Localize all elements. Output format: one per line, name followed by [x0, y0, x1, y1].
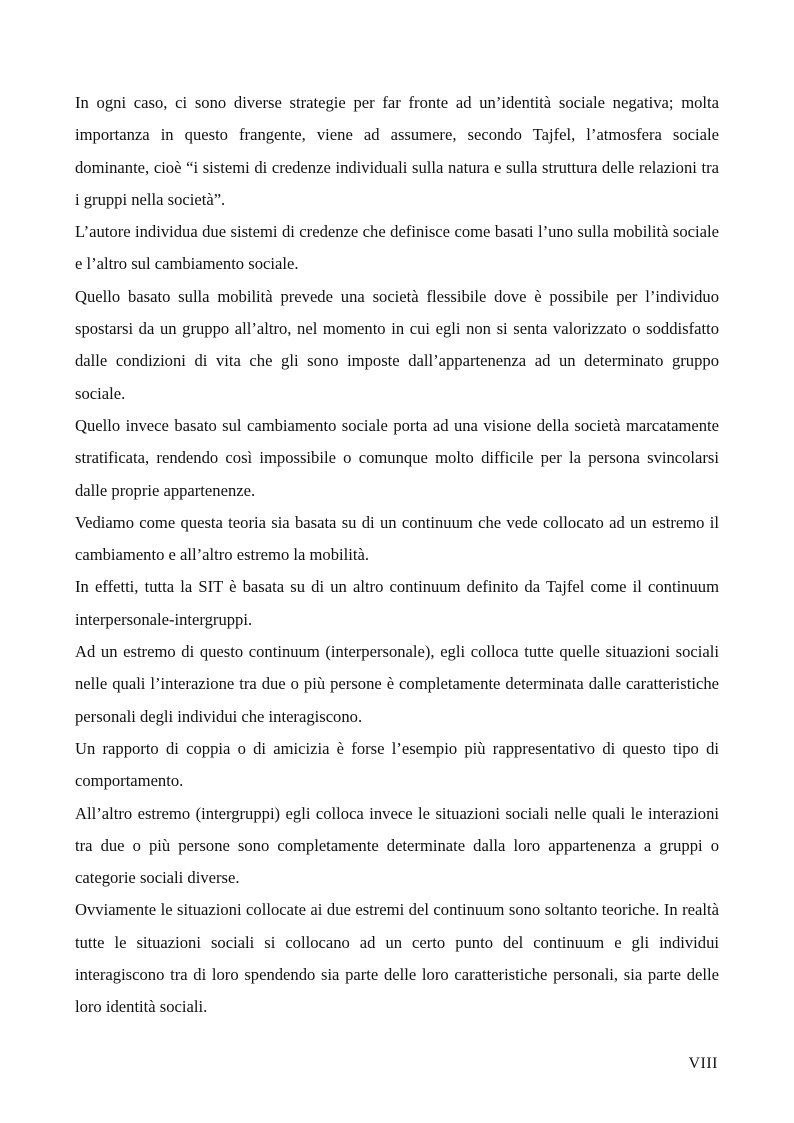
body-text — [75, 87, 719, 1024]
paragraph: Ad un estremo di questo continuum (interpersonale), egli colloca tutte quelle situazioni sociali nelle quali l’interazione tra due o più persone è completamente determinata dalle caratteristiche personali degli individui che interagiscono. — [75, 642, 719, 726]
paragraph: Quello invece basato sul cambiamento sociale porta ad una visione della società marcatamente stratificata, rendendo così impossibile o comunque molto difficile per la persona svincolarsi dalle proprie appartenenze. — [75, 415, 719, 500]
page-number: VIII — [688, 1055, 718, 1072]
paragraph: In effetti, tutta la SIT è basata su di un altro continuum definito da Tajfel come il continuum interpersonale-intergruppi. — [75, 577, 719, 629]
paragraph: Ovviamente le situazioni collocate ai due estremi del continuum sono soltanto teoriche. In realtà tutte le situazioni sociali si collocano ad un certo punto del continuum e gli individui interagiscono tra di loro spendendo sia parte delle loro caratteristiche personali, sia parte delle loro identità sociali. — [75, 900, 719, 1017]
paragraph: All’altro estremo (intergruppi) egli colloca invece le situazioni sociali nelle quali le interazioni tra due o più persone sono completamente determinate dalla loro appartenenza a gruppi o categorie sociali diverse. — [75, 803, 719, 888]
paragraph: Quello basato sulla mobilità prevede una società flessibile dove è possibile per l’individuo spostarsi da un gruppo all’altro, nel momento in cui egli non si senta valorizzato o soddisfatto dalle condizioni di vita che gli sono imposte dall’appartenenza ad un determinato gruppo sociale. — [75, 286, 719, 403]
paragraph: Vediamo come questa teoria sia basata su di un continuum che vede collocato ad un estremo il cambiamento e all’altro estremo la mobilità. — [75, 512, 719, 565]
paragraph: Un rapporto di coppia o di amicizia è forse l’esempio più rappresentativo di questo tipo di comportamento. — [75, 738, 719, 791]
paragraph: L’autore individua due sistemi di credenze che definisce come basati l’uno sulla mobilità sociale e l’altro sul cambiamento sociale. — [75, 222, 719, 274]
paragraph: In ogni caso, ci sono diverse strategie per far fronte ad un’identità sociale negativa; molta importanza in questo frangente, viene ad assumere, secondo Tajfel, l’atmosfera sociale dominante, cioè “i sistemi di credenze individuali sulla natura e sulla struttura delle relazioni tra i gruppi nella società”. — [75, 93, 719, 209]
